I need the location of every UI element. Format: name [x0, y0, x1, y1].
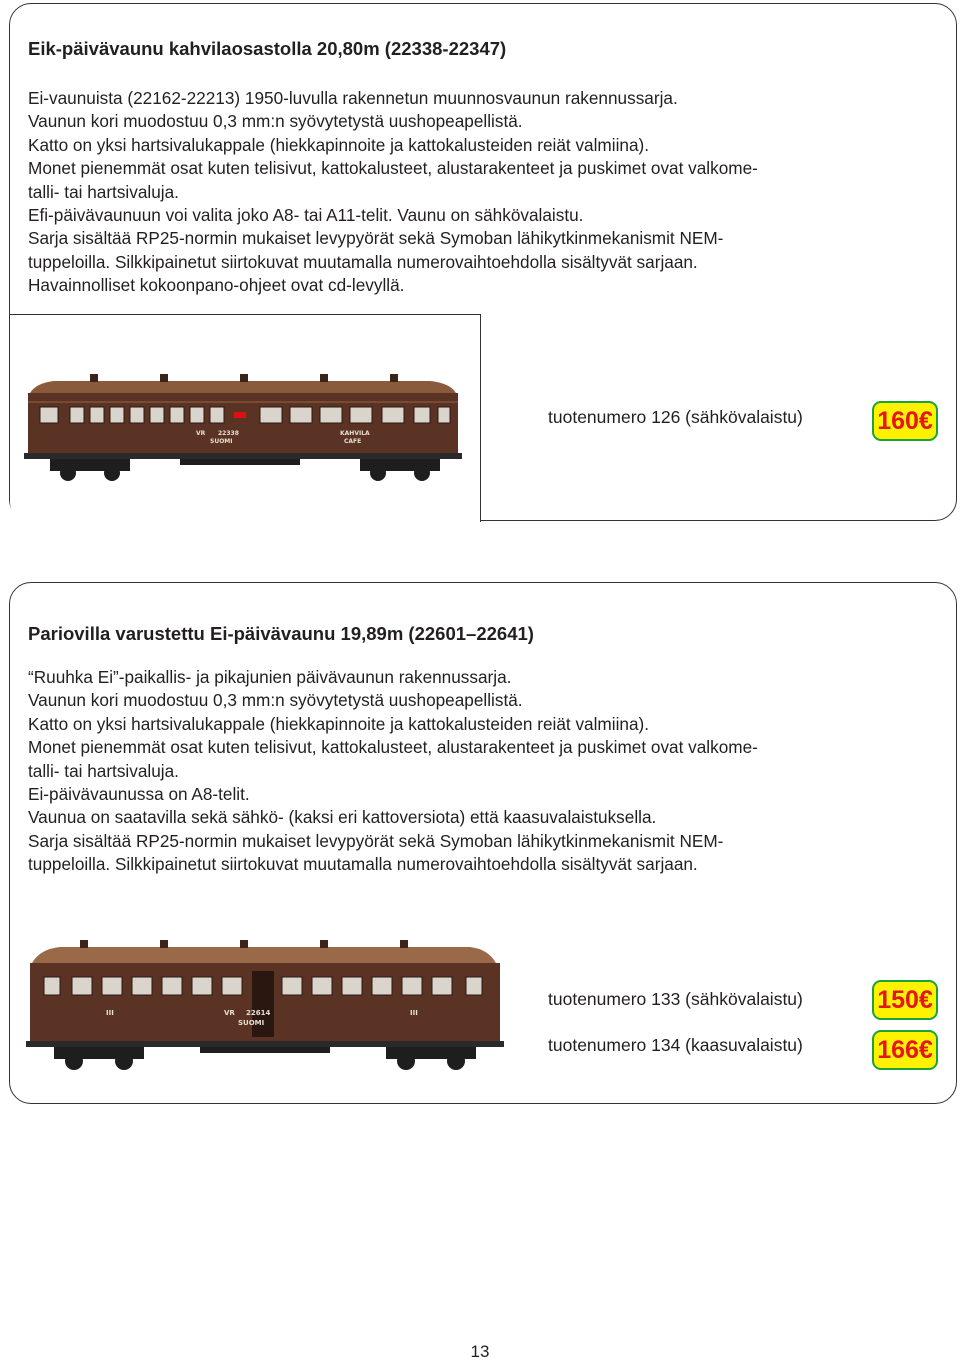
price-badge: 160€ [872, 401, 938, 441]
price-badge: 150€ [872, 980, 938, 1020]
description-line: Katto on yksi hartsivalukappale (hiekkapinnoite ja kattokalusteiden reiät valmiina). [28, 713, 649, 734]
railway-car-illustration [10, 911, 540, 1101]
description-line: Ei-vaunuista (22162-22213) 1950-luvulla rakennetun muunnosvaunun rakennussarja. [28, 88, 678, 108]
day-car-photo [10, 911, 540, 1101]
underframe [24, 453, 462, 459]
price-badge: 166€ [872, 1030, 938, 1070]
bogies [50, 459, 440, 481]
description-line: Efi-päivävaunuun voi valita joko A8- tai A11-telit. Vaunu on sähkövalaistu. [28, 205, 584, 226]
product-caption: tuotenumero 134 (kaasuvalaistu) [548, 1035, 803, 1055]
description-line: Katto on yksi hartsivalukappale (hiekkapinnoite ja kattokalusteiden reiät valmiina). [28, 134, 649, 155]
car-roof [30, 381, 456, 393]
cafe-car-photo [10, 314, 481, 522]
page-number: 13 [470, 1342, 490, 1361]
bogies [54, 1047, 476, 1070]
description-line: Monet pienemmät osat kuten telisivut, kattokalusteet, alustarakenteet ja puskimet ovat valkome- [28, 737, 758, 758]
car-marking: VR [224, 1009, 235, 1017]
section-title: Pariovilla varustettu Ei-päivävaunu 19,89m (22601–22641) [28, 623, 534, 644]
underframe [26, 1041, 504, 1047]
car-marking: III [410, 1009, 418, 1017]
description-line: Vaunun kori muodostuu 0,3 mm:n syövytetystä uushopeapellistä. [28, 111, 523, 132]
description-line: tuppeloilla. Silkkipainetut siirtokuvat muutamalla numerovaihtoehdolla sisältyvät sarjaan. [28, 854, 698, 875]
section-title: Eik-päivävaunu kahvilaosastolla 20,80m (22338-22347) [28, 38, 507, 59]
product-card-cafe-car [9, 3, 957, 521]
description-line: Ei-päivävaunussa on A8-telit. [28, 784, 250, 805]
description-line: Sarja sisältää RP25-normin mukaiset levypyörät sekä Symoban lähikytkinmekanismit NEM- [28, 228, 724, 249]
description-line: talli- tai hartsivaluja. [28, 181, 179, 202]
product-card-day-car [9, 582, 957, 1104]
car-marking: VR [196, 430, 206, 437]
description-line: Havainnolliset kokoonpano-ohjeet ovat cd-levyllä. [28, 275, 405, 296]
car-marking: CAFE [344, 438, 362, 445]
description-line: Monet pienemmät osat kuten telisivut, kattokalusteet, alustarakenteet ja puskimet ovat valkome- [28, 158, 758, 179]
description-list [28, 666, 932, 877]
red-sign [234, 412, 246, 418]
railway-car-illustration [10, 315, 480, 522]
car-marking: SUOMI [238, 1019, 265, 1027]
car-marking: SUOMI [210, 438, 233, 445]
description-line: “Ruuhka Ei”-paikallis- ja pikajunien päivävaunun rakennussarja. [28, 667, 512, 687]
description-line: Vaunua on saatavilla sekä sähkö- (kaksi eri kattoversiota) että kaasuvalaistuksella. [28, 807, 657, 828]
roof-vents [90, 374, 398, 382]
car-marking: 22338 [218, 430, 239, 437]
car-marking: 22614 [246, 1009, 271, 1017]
description-line: Vaunun kori muodostuu 0,3 mm:n syövytetystä uushopeapellistä. [28, 690, 523, 711]
car-roof [32, 947, 496, 963]
double-doors [252, 971, 274, 1037]
description-list [28, 87, 932, 298]
product-caption: tuotenumero 133 (sähkövalaistu) [548, 989, 803, 1009]
description-line: Sarja sisältää RP25-normin mukaiset levypyörät sekä Symoban lähikytkinmekanismit NEM- [28, 830, 724, 851]
description-line: talli- tai hartsivaluja. [28, 760, 179, 781]
roof-vents [80, 940, 408, 948]
car-marking: KAHVILA [340, 430, 370, 437]
car-marking: III [106, 1009, 114, 1017]
description-line: tuppeloilla. Silkkipainetut siirtokuvat muutamalla numerovaihtoehdolla sisältyvät sarjaan. [28, 251, 698, 272]
product-caption: tuotenumero 126 (sähkövalaistu) [548, 407, 803, 427]
